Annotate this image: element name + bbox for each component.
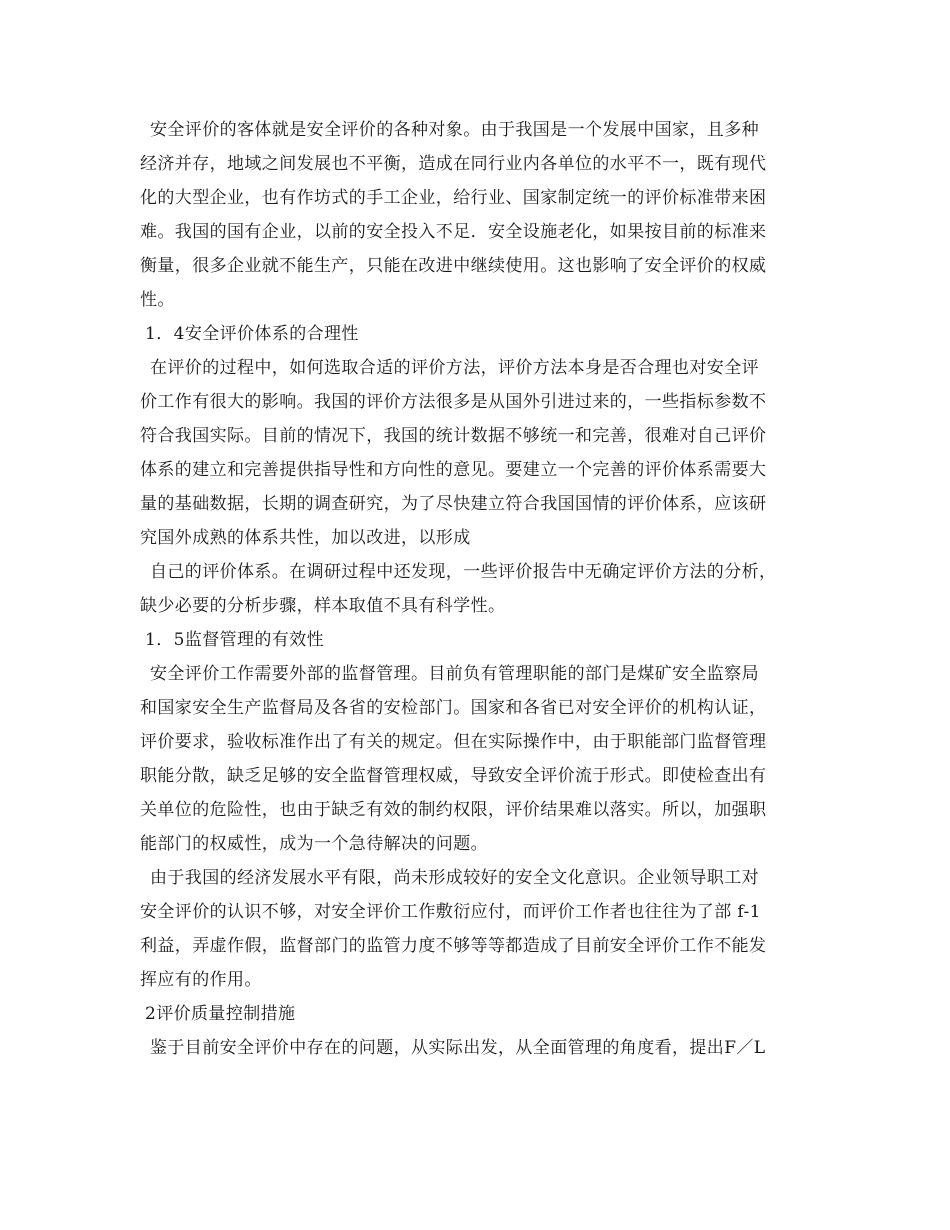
body-text-line: 究国外成熟的体系共性，加以改进，以形成 (140, 528, 471, 548)
body-text-line: 体系的建立和完善提供指导性和方向性的意见。要建立一个完善的评价体系需要大 (140, 460, 767, 480)
body-text-line: 价工作有很大的影响。我国的评价方法很多是从国外引进过来的，一些指标参数不 (140, 392, 767, 412)
body-text-line: 缺少必要的分析步骤，样本取值不具有科学性。 (140, 596, 506, 616)
body-text-line: 挥应有的作用。 (140, 970, 262, 990)
body-text-line: 经济并存，地域之间发展也不平衡，造成在同行业内各单位的水平不一，既有现代 (140, 154, 767, 174)
body-text-line: 自己的评价体系。在调研过程中还发现，一些评价报告中无确定评价方法的分析， (150, 562, 777, 582)
body-text-line: 量的基础数据，长期的调查研究，为了尽快建立符合我国国情的评价体系，应该研 (140, 494, 767, 514)
body-text-line: 符合我国实际。目前的情况下，我国的统计数据不够统一和完善，很难对自己评价 (140, 426, 767, 446)
section-heading: 1．4安全评价体系的合理性 (145, 324, 359, 344)
body-text-line: 安全评价的客体就是安全评价的各种对象。由于我国是一个发展中国家，且多种 (150, 120, 759, 140)
body-text-line: 评价要求，验收标准作出了有关的规定。但在实际操作中，由于职能部门监督管理 (140, 732, 767, 752)
body-text-line: 衡量，很多企业就不能生产，只能在改进中继续使用。这也影响了安全评价的权威 (140, 256, 767, 276)
body-text-line: 利益，弄虚作假，监督部门的监管力度不够等等都造成了目前安全评价工作不能发 (140, 936, 767, 956)
body-text-line: 化的大型企业，也有作坊式的手工企业，给行业、国家制定统一的评价标准带来困 (140, 188, 767, 208)
body-text-line: 安全评价工作需要外部的监督管理。目前负有管理职能的部门是煤矿安全监察局 (150, 664, 759, 684)
body-text-line: 性。 (140, 290, 175, 310)
body-text-line: 和国家安全生产监督局及各省的安检部门。国家和各省已对安全评价的机构认证， (140, 698, 767, 718)
body-text-line: 在评价的过程中，如何选取合适的评价方法，评价方法本身是否合理也对安全评 (150, 358, 759, 378)
body-text-line: 关单位的危险性，也由于缺乏有效的制约权限，评价结果难以落实。所以，加强职 (140, 800, 767, 820)
section-heading: 2评价质量控制措施 (145, 1004, 296, 1024)
body-text-line: 难。我国的国有企业，以前的安全投入不足．安全设施老化，如果按目前的标准来 (140, 222, 767, 242)
body-text-line: 能部门的权威性，成为一个急待解决的问题。 (140, 834, 488, 854)
section-heading: 1．5监督管理的有效性 (145, 630, 325, 650)
body-text-line: 由于我国的经济发展水平有限，尚未形成较好的安全文化意识。企业领导职工对 (150, 868, 759, 888)
body-text-line: 安全评价的认识不够，对安全评价工作敷衍应付，而评价工作者也往往为了部 f-1 (140, 902, 761, 922)
body-text-line: 职能分散，缺乏足够的安全监督管理权威，导致安全评价流于形式。即使检查出有 (140, 766, 767, 786)
body-text-line: 鉴于目前安全评价中存在的问题，从实际出发，从全面管理的角度看，提出F／L (150, 1038, 766, 1058)
